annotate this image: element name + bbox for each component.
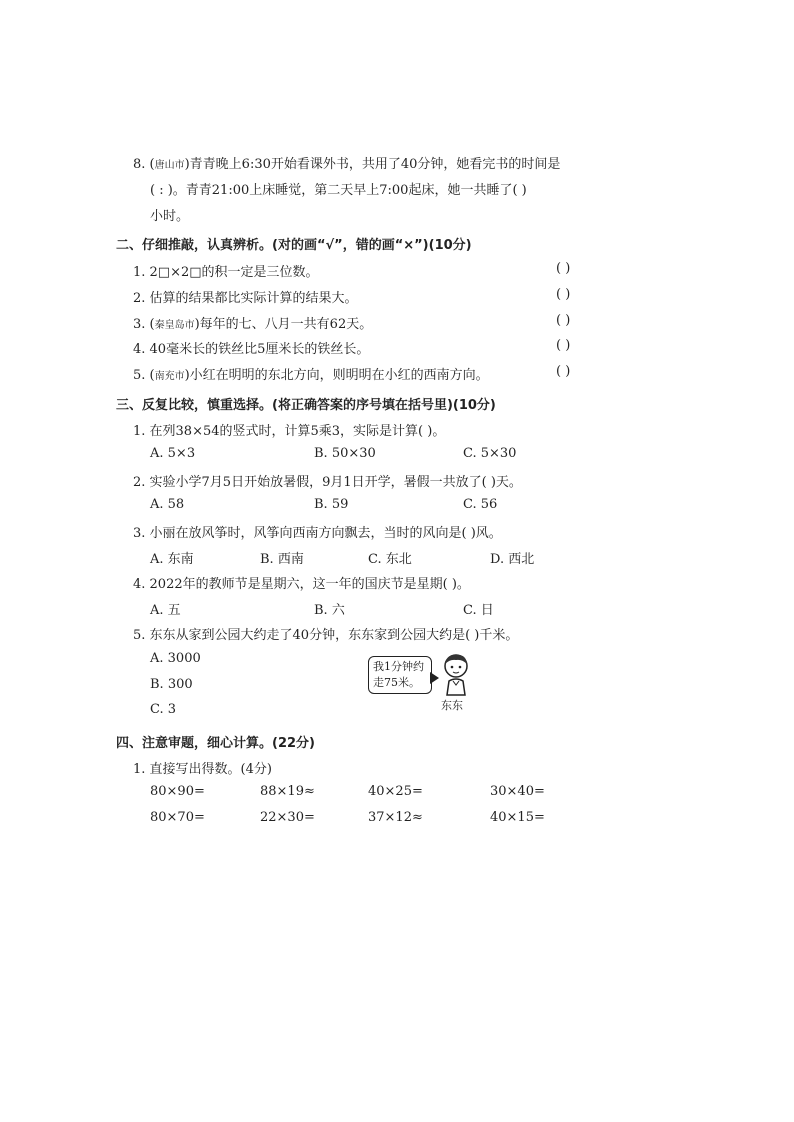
s2-item-3-number: 3. ( (133, 317, 155, 332)
calc-r2-c4: 40×15= (490, 810, 545, 825)
s3-q3-option-a[interactable]: A. 东南 (150, 552, 194, 567)
s3-q3-option-c[interactable]: C. 东北 (368, 552, 412, 567)
calc-r2-c1: 80×70= (150, 810, 205, 825)
s3-q2-option-b[interactable]: B. 59 (314, 497, 349, 512)
calc-r2-c2: 22×30= (260, 810, 315, 825)
s2-item-5-number: 5. ( (133, 368, 155, 383)
section3-title: 三、反复比较，慎重选择。(将正确答案的序号填在括号里)(10分) (116, 398, 496, 413)
s3-q5: 5. 东东从家到公园大约走了40分钟，东东家到公园大约是( )千米。 (133, 628, 519, 643)
q8-line2: ( : )。青青21:00上床睡觉，第二天早上7:00起床，她一共睡了( ) (150, 183, 527, 198)
boy-cartoon-icon (438, 652, 474, 696)
s3-q4-option-c[interactable]: C. 日 (463, 603, 494, 618)
section4-title: 四、注意审题，细心计算。(22分) (116, 736, 315, 751)
calc-r1-c4: 30×40= (490, 784, 545, 799)
s2-item-3 (133, 313, 372, 332)
s3-q3-option-b[interactable]: B. 西南 (260, 552, 304, 567)
section2-title: 二、仔细推敲，认真辨析。(对的画“√”，错的画“×”)(10分) (116, 238, 472, 253)
s2-item-3-city: 秦皇岛市 (154, 320, 195, 331)
s2-item-4-answer[interactable]: ( ) (556, 338, 571, 353)
s2-item-1-text: 1. 2□×2□的积一定是三位数。 (133, 265, 319, 280)
calc-r2-c3: 37×12≈ (368, 810, 423, 825)
s2-item-2 (133, 287, 358, 306)
s2-item-4 (133, 338, 369, 357)
calc-r1-c2: 88×19≈ (260, 784, 315, 799)
s3-q1-option-c[interactable]: C. 5×30 (463, 446, 517, 461)
calc-r1-c3: 40×25= (368, 784, 423, 799)
s2-item-3-answer[interactable]: ( ) (556, 313, 571, 328)
s3-q3-option-d[interactable]: D. 西北 (490, 552, 535, 567)
s3-q1: 1. 在列38×54的竖式时，计算5乘3，实际是计算( )。 (133, 424, 446, 439)
calc-r1-c1: 80×90= (150, 784, 205, 799)
q8-number: 8. ( (133, 157, 155, 172)
s3-q1-option-b[interactable]: B. 50×30 (314, 446, 376, 461)
s3-q1-option-a[interactable]: A. 5×3 (150, 446, 196, 461)
s3-q2-option-a[interactable]: A. 58 (150, 497, 185, 512)
s3-q4: 4. 2022年的教师节是星期六，这一年的国庆节是星期( )。 (133, 577, 470, 592)
boy-name-label: 东东 (441, 699, 463, 712)
s2-item-1 (133, 261, 319, 280)
s3-q5-option-c[interactable]: C. 3 (150, 702, 177, 717)
speech-bubble-line1: 我1分钟约 (373, 660, 424, 673)
speech-bubble-line2: 走75米。 (373, 676, 420, 689)
s2-item-5-text: )小红在明明的东北方向，则明明在小红的西南方向。 (184, 368, 489, 383)
s2-item-3-text: )每年的七、八月一共有62天。 (194, 317, 373, 332)
s2-item-5 (133, 364, 489, 383)
s3-q2-option-c[interactable]: C. 56 (463, 497, 498, 512)
s2-item-2-text: 2. 估算的结果都比实际计算的结果大。 (133, 291, 358, 306)
s3-q4-option-a[interactable]: A. 五 (150, 603, 181, 618)
s2-item-4-text: 4. 40毫米长的铁丝比5厘米长的铁丝长。 (133, 342, 370, 357)
s4-q1: 1. 直接写出得数。(4分) (133, 762, 272, 777)
q8-line3: 小时。 (150, 209, 190, 224)
s2-item-2-answer[interactable]: ( ) (556, 287, 571, 302)
s2-item-5-answer[interactable]: ( ) (556, 364, 571, 379)
s2-item-1-answer[interactable]: ( ) (556, 261, 571, 276)
s3-q5-option-a[interactable]: A. 3000 (150, 651, 201, 666)
s2-item-5-city: 南充市 (154, 371, 185, 382)
speech-bubble (368, 656, 432, 694)
q8-text: )青青晚上6:30开始看课外书，共用了40分钟，她看完书的时间是 (184, 157, 561, 172)
q8-city: 唐山市 (154, 160, 185, 171)
q8-line1 (133, 153, 560, 172)
s3-q5-option-b[interactable]: B. 300 (150, 677, 193, 692)
s3-q2: 2. 实验小学7月5日开始放暑假，9月1日开学，暑假一共放了( )天。 (133, 475, 522, 490)
s3-q4-option-b[interactable]: B. 六 (314, 603, 345, 618)
s3-q3: 3. 小丽在放风筝时，风筝向西南方向飘去，当时的风向是( )风。 (133, 526, 502, 541)
